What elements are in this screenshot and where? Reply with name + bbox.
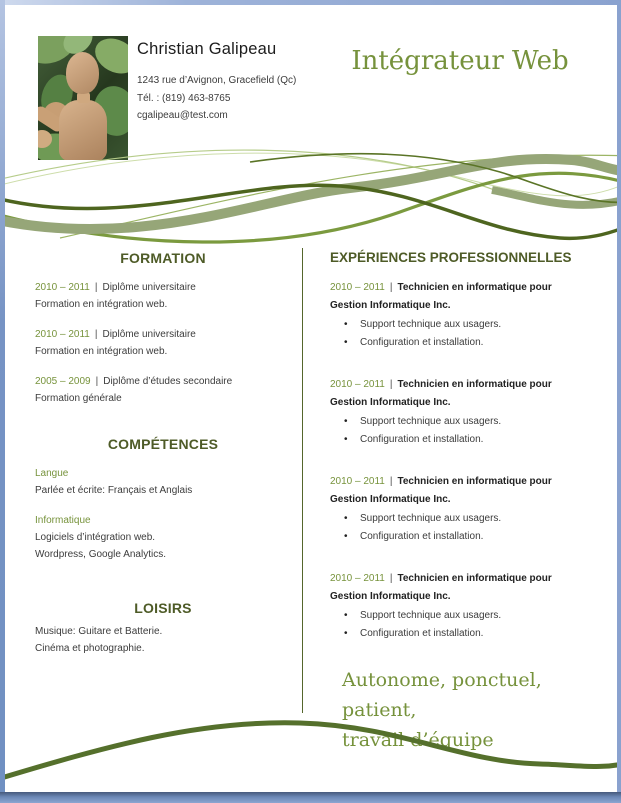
entry-dates: 2010 – 2011: [35, 329, 90, 340]
separator: |: [94, 282, 98, 293]
job-dates: 2010 – 2011: [330, 379, 385, 390]
group-label: Langue: [35, 468, 69, 479]
entry-title: Diplôme d’études secondaire: [103, 376, 233, 387]
job-bullet: • Support technique aux usagers.: [330, 510, 606, 528]
address-line: 1243 rue d’Avignon, Gracefield (Qc): [137, 75, 297, 86]
group-line: Wordpress, Google Analytics.: [35, 549, 166, 560]
competence-group: [35, 512, 291, 563]
competence-group: [35, 465, 291, 499]
right-column: [330, 250, 606, 755]
frame-edge-right: [617, 0, 621, 803]
job-bullets: [330, 413, 606, 449]
top-wave-decoration: [0, 140, 621, 258]
job-title: Technicien en informatique pour: [397, 379, 552, 390]
loisirs-line: Musique: Guitare et Batterie.: [35, 626, 163, 637]
column-divider: [302, 248, 303, 713]
job-company: Gestion Informatique Inc.: [330, 300, 451, 311]
job-dates: 2010 – 2011: [330, 476, 385, 487]
mannequin-head: [66, 52, 99, 94]
separator: |: [389, 573, 393, 584]
job-dates: 2010 – 2011: [330, 282, 385, 293]
frame-edge-bottom: [0, 792, 621, 803]
job-entry: [330, 279, 606, 352]
loisirs-line: Cinéma et photographie.: [35, 643, 145, 654]
contact-block: [137, 40, 296, 125]
group-line: Logiciels d’intégration web.: [35, 532, 156, 543]
entry-detail: Formation en intégration web.: [35, 299, 168, 310]
separator: |: [94, 329, 98, 340]
role-title: Intégrateur Web: [351, 46, 569, 76]
group-line: Parlée et écrite: Français et Anglais: [35, 485, 193, 496]
separator: |: [389, 282, 393, 293]
job-bullets: [330, 607, 606, 643]
entry-title: Diplôme universitaire: [102, 329, 196, 340]
candidate-name: Christian Galipeau: [137, 40, 277, 58]
separator: |: [389, 476, 393, 487]
job-bullets: [330, 316, 606, 352]
job-bullet: • Configuration et installation.: [330, 528, 606, 546]
quote-line: travail d’équipe: [342, 729, 494, 751]
job-dates: 2010 – 2011: [330, 573, 385, 584]
job-entry: [330, 473, 606, 546]
quote-line: Autonome, ponctuel, patient,: [342, 669, 542, 721]
loisirs-block: [35, 623, 291, 657]
job-title: Technicien en informatique pour: [397, 476, 552, 487]
entry-dates: 2005 – 2009: [35, 376, 91, 387]
frame-edge-left: [0, 0, 5, 803]
job-entry: [330, 376, 606, 449]
loisirs-heading: LOISIRS: [134, 600, 192, 616]
frame-edge-top: [0, 0, 621, 5]
group-label: Informatique: [35, 515, 91, 526]
job-bullets: [330, 510, 606, 546]
job-entry: [330, 570, 606, 643]
separator: |: [95, 376, 99, 387]
experiences-heading: EXPÉRIENCES PROFESSIONNELLES: [330, 250, 572, 265]
job-bullet: • Configuration et installation.: [330, 431, 606, 449]
job-company: Gestion Informatique Inc.: [330, 494, 451, 505]
entry-detail: Formation en intégration web.: [35, 346, 168, 357]
job-company: Gestion Informatique Inc.: [330, 591, 451, 602]
job-bullet: • Support technique aux usagers.: [330, 607, 606, 625]
job-title: Technicien en informatique pour: [397, 282, 552, 293]
entry-detail: Formation générale: [35, 393, 122, 404]
job-bullet: • Support technique aux usagers.: [330, 413, 606, 431]
job-bullet: • Configuration et installation.: [330, 625, 606, 643]
email-line: cgalipeau@test.com: [137, 110, 228, 121]
separator: |: [389, 379, 393, 390]
job-title: Technicien en informatique pour: [397, 573, 552, 584]
job-company: Gestion Informatique Inc.: [330, 397, 451, 408]
competences-heading: COMPÉTENCES: [107, 436, 219, 452]
left-column: [35, 250, 291, 657]
formation-entry: [35, 326, 291, 360]
job-bullet: • Support technique aux usagers.: [330, 316, 606, 334]
job-bullet: • Configuration et installation.: [330, 334, 606, 352]
phone-line: Tél. : (819) 463-8765: [137, 92, 231, 104]
formation-entry: [35, 373, 291, 407]
bottom-wave-decoration: [0, 700, 621, 795]
entry-dates: 2010 – 2011: [35, 282, 90, 293]
entry-title: Diplôme universitaire: [102, 282, 196, 293]
formation-entry: [35, 279, 291, 313]
formation-heading: FORMATION: [120, 250, 206, 266]
